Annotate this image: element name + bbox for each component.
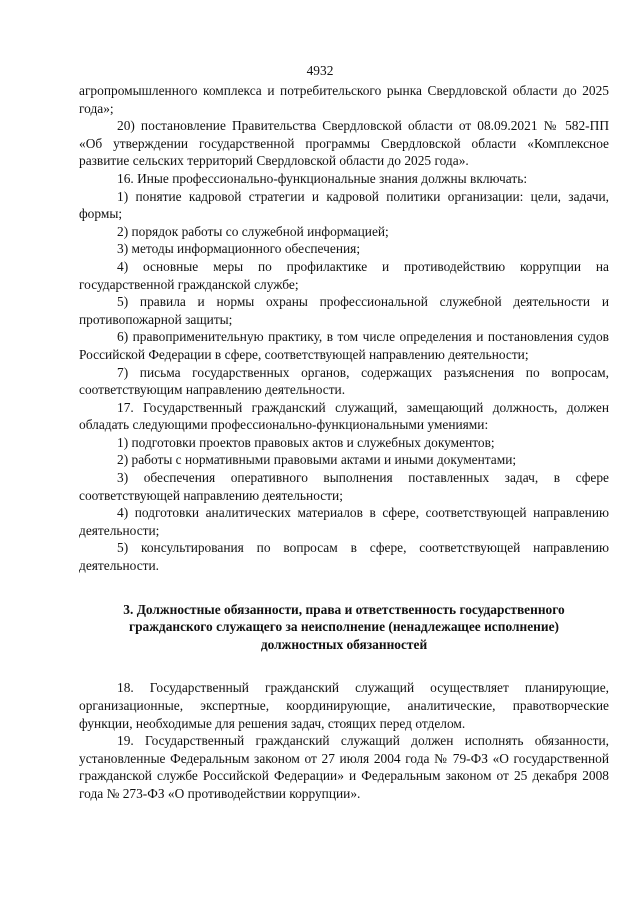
list-item: 2) работы с нормативными правовыми актами и иными документами; xyxy=(117,452,517,468)
list-item: 4) подготовки аналитических материалов в сфере, соответствующей направлению деятельности; xyxy=(79,505,609,538)
paragraph: 20) постановление Правительства Свердловской области от 08.09.2021 № 582-ПП «Об утверждении государственной программы Свердловской области «Комплексное развитие сельских территорий Свердловской области до 2025 года». xyxy=(79,118,609,169)
list-item: 1) подготовки проектов правовых актов и служебных документов; xyxy=(117,434,495,450)
paragraph: агропромышленного комплекса и потребительского рынка Свердловской области до 2025 года»; xyxy=(79,83,609,116)
list-item: 7) письма государственных органов, содержащих разъяснения по вопросам, соответствующим направлению деятельности. xyxy=(79,364,609,398)
page-number: 4932 xyxy=(306,63,334,78)
document-body xyxy=(79,82,609,803)
list-item: 4) основные меры по профилактике и противодействию коррупции на государственной гражданской службе; xyxy=(79,258,609,292)
list-item: 5) консультирования по вопросам в сфере, соответствующей направлению деятельности. xyxy=(79,540,609,574)
section-heading: 3. Должностные обязанности, права и ответственность государственного гражданского служащего за неисполнение (ненадлежащее исполнение) должностных обязанностей xyxy=(123,601,565,652)
list-item: 3) методы информационного обеспечения; xyxy=(117,241,361,257)
list-item: 1) понятие кадровой стратегии и кадровой политики организации: цели, задачи, формы; xyxy=(79,188,609,222)
list-item: 2) порядок работы со служебной информацией; xyxy=(117,223,389,239)
list-item: 6) правоприменительную практику, в том числе определения и постановления судов Российской Федерации в сфере, соответствующей направлению деятельности; xyxy=(79,329,609,362)
paragraph: 16. Иные профессионально-функциональные знания должны включать: xyxy=(117,170,528,186)
paragraph: 19. Государственный гражданский служащий должен исполнять обязанности, установленные Федеральным законом от 27 июля 2004 года № 79-ФЗ «О государственной гражданской службе Российской Федерации» и Федеральным законом от 25 декабря 2008 года № 273-ФЗ «О противодействии коррупции». xyxy=(79,733,609,801)
paragraph: 17. Государственный гражданский служащий, замещающий должность, должен обладать следующими профессионально-функциональными умениями: xyxy=(79,399,609,433)
paragraph: 18. Государственный гражданский служащий осуществляет планирующие, организационные, экспертные, координирующие, аналитические, правотворческие функции, необходимые для решения задач, стоящих перед отделом. xyxy=(79,680,609,731)
list-item: 3) обеспечения оперативного выполнения поставленных задач, в сфере соответствующей направлению деятельности; xyxy=(79,470,609,503)
list-item: 5) правила и нормы охраны профессиональной служебной деятельности и противопожарной защиты; xyxy=(79,294,609,327)
